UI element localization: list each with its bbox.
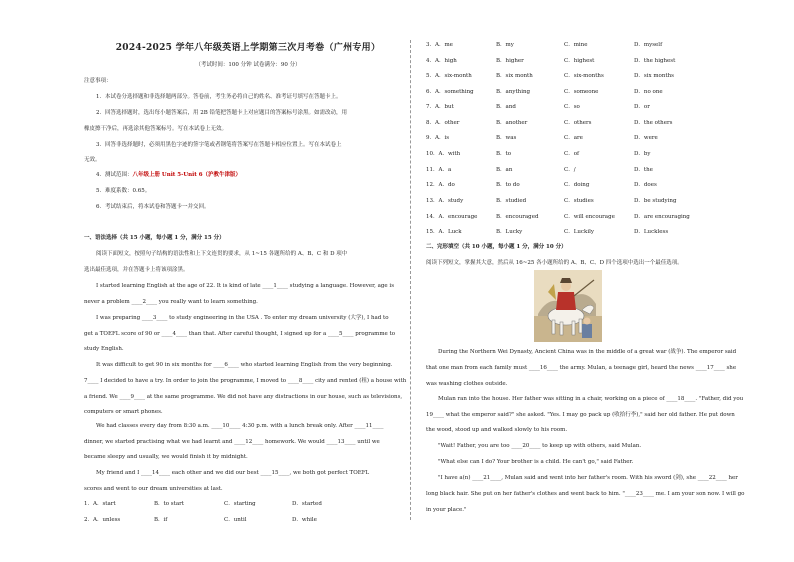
option-d: D．or <box>634 104 650 110</box>
option-c: C．starting <box>224 501 256 507</box>
option-d: D．Luckless <box>634 229 669 235</box>
option-b: B．studied <box>496 198 527 204</box>
option-d: D．are encouraging <box>634 214 690 220</box>
passage1-line: dinner, we started practising what we had learnt and ____12____ homework. We would ____13____ until we <box>84 439 380 445</box>
option-c: C．others <box>564 120 592 126</box>
option-c: C．six-months <box>564 73 604 79</box>
option-c: C．someone <box>564 89 599 95</box>
option-a: 10．A．with <box>426 151 461 157</box>
option-c: C．doing <box>564 182 590 188</box>
option-d: D．the <box>634 167 653 173</box>
option-a: 9．A．is <box>426 135 450 141</box>
passage2-line: During the Northern Wei Dynasty, Ancient China was in the middle of a great war (战争). The emperor said <box>438 349 737 355</box>
option-b: B．to start <box>154 501 184 507</box>
option-c: C．will encourage <box>564 214 615 220</box>
option-b: B．my <box>496 42 514 48</box>
note-6: 6．考试结束后，将本试卷和答题卡一并交回。 <box>96 204 210 210</box>
note-3-cont: 无效。 <box>84 157 101 163</box>
option-b: B．anything <box>496 89 531 95</box>
option-b: B．was <box>496 135 517 141</box>
option-a: 12．A．do <box>426 182 455 188</box>
passage2-line: in your place." <box>426 507 467 513</box>
option-d: D．while <box>292 517 317 523</box>
option-b: B．six month <box>496 73 533 79</box>
option-c: C．highest <box>564 58 595 64</box>
note-4-label: 4．测试范围： <box>96 172 133 178</box>
option-a: 15．A．Luck <box>426 229 462 235</box>
option-a: 14．A．encourage <box>426 214 478 220</box>
section1-instructions-2: 选出最佳选项，并在答题卡上将该项涂黑。 <box>84 267 189 273</box>
passage2-line: "Wait! Father, you are too ____20____ to keep up with others, said Mulan. <box>438 443 642 449</box>
note-4 <box>96 173 424 179</box>
passage1-line: study English. <box>84 346 124 352</box>
option-a: 1．A．start <box>84 501 116 507</box>
option-c: C．mine <box>564 42 588 48</box>
option-d: D．the highest <box>634 58 676 64</box>
option-d: D．were <box>634 135 658 141</box>
exam-title: 2024-2025 学年八年级英语上学期第三次月考卷（广州专用） <box>115 43 381 53</box>
option-c: C．are <box>564 135 583 141</box>
option-d: D．by <box>634 151 651 157</box>
passage2-line: was washing clothes outside. <box>426 381 508 387</box>
passage1-line: computers or smart phones. <box>84 409 163 415</box>
option-a: 13．A．study <box>426 198 464 204</box>
note-3: 3．回答非选择题时，必须用黑色字迹的签字笔或者钢笔将答案写在答题卡相应位置上。写在本试卷上 <box>96 142 342 148</box>
option-d: D．started <box>292 501 322 507</box>
option-d: D．myself <box>634 42 663 48</box>
passage2-line: the wood, stood up and walked slowly to his room. <box>426 427 568 433</box>
passage1-line: 7____ I decided to have a try. In order to join the programme, I moved to ____8____ city and rented (租) a house with <box>84 378 407 384</box>
option-c: C．until <box>224 517 247 523</box>
passage1-line: I was preparing ____3____ to study engineering in the USA . To enter my dream university (大学), I had to <box>96 315 389 321</box>
note-1: 1．本试卷分选择题和非选择题两部分。答卷前，考生务必将自己的姓名、准考证号填写在答题卡上。 <box>96 94 342 100</box>
passage2-line: Mulan ran into the house. Her father was sitting in a chair, working on a piece of ____18____. "Father, did you <box>438 396 744 402</box>
option-c: C．/ <box>564 167 576 173</box>
option-d: D．be studying <box>634 198 677 204</box>
option-c: C．studies <box>564 198 594 204</box>
section1-heading: 一、语法选择（共 15 小题，每小题 1 分，满分 15 分） <box>84 235 225 241</box>
passage1-line: became sleepy and usually, we would finish it by midnight. <box>84 454 248 460</box>
passage1-line: I started learning English at the age of 22. It is kind of late ____1____ studying a language. However, age is <box>96 283 395 289</box>
passage2-line: that one man from each family must ____16____ the army. Mulan, a teenage girl, heard the news ____17____ she <box>426 365 737 371</box>
test-scope: 八年级上册 Unit 5-Unit 6（沪教牛津版） <box>132 172 242 178</box>
option-a: 4．A．high <box>426 58 457 64</box>
section1-instructions-1: 阅读下面短文，按照句子结构的语法性和上下文连贯的要求，从 1~15 各题所给的 A、B、C 和 D 项中 <box>96 251 348 257</box>
section2-heading: 二、完形填空（共 10 小题，每小题 1 分，满分 10 分） <box>426 244 567 250</box>
passage1-line: It was difficult to get 90 in six months for ____6____ who started learning English from the very beginning. <box>96 362 393 368</box>
notes-header: 注意事项： <box>84 78 112 84</box>
option-a: 3．A．me <box>426 42 453 48</box>
option-b: B．Lucky <box>496 229 523 235</box>
passage1-line: scores and went to our dream universities at last. <box>84 486 223 492</box>
passage2-line: "I have a(n) ____21____, Mulan said and went into her father's room. With his sword (剑), she ____22____ her <box>438 475 738 481</box>
mulan-illustration <box>534 270 602 342</box>
option-a: 7．A．but <box>426 104 454 110</box>
option-b: B．to do <box>496 182 520 188</box>
passage1-line: get a TOEFL score of 90 or ____4____ than that. After careful thought, I signed up for a ____5____ programme to <box>84 331 396 337</box>
option-c: C．of <box>564 151 580 157</box>
option-a: 5．A．six-month <box>426 73 472 79</box>
option-d: D．the others <box>634 120 673 126</box>
option-d: D．six months <box>634 73 674 79</box>
section2-instructions: 阅读下列短文，掌握其大意，然后从 16~25 各小题所给的 A、B、C、D 四个选项中选出一个最佳选项。 <box>426 260 683 266</box>
passage2-line: long black hair. She put on her father's clothes and went back to him. "____23____ me. I am your son now. I will go <box>426 491 745 497</box>
option-b: B．higher <box>496 58 524 64</box>
option-a: 8．A．other <box>426 120 460 126</box>
option-c: C．Luckily <box>564 229 594 235</box>
option-c: C．so <box>564 104 580 110</box>
option-d: D．no one <box>634 89 663 95</box>
note-2: 2．回答选择题时，选出每小题答案后，用 2B 铅笔把答题卡上对应题目的答案标号涂黑。如需改动，用 <box>96 110 348 116</box>
option-b: B．and <box>496 104 516 110</box>
passage2-line: "What else can I do? Your brother is a child. He can't go," said Father. <box>438 459 634 465</box>
passage1-line: We had classes every day from 8:30 a.m. ____10____ 4:30 p.m. with a lunch break only. After ____11____ <box>96 423 384 429</box>
passage1-line: a friend. We ____9____ at the same programme. We did not have any distractions in our house, such as televisions, <box>84 394 403 400</box>
exam-subtitle: （考试时间：100 分钟 试卷满分：90 分） <box>195 62 301 68</box>
passage2-line: 19____ what the emperor said?" she asked. "Yes. I may go pack up (收拾行李)," said her old father. He put down <box>426 412 735 418</box>
option-a: 6．A．something <box>426 89 474 95</box>
option-a: 2．A．unless <box>84 517 121 523</box>
option-b: B．an <box>496 167 513 173</box>
note-2-cont: 橡皮擦干净后，再选涂其他答案标号。写在本试卷上无效。 <box>84 126 228 132</box>
option-d: D．does <box>634 182 657 188</box>
option-b: B．to <box>496 151 512 157</box>
passage1-line: My friend and I ____14____ each other and we did our best ____15____, we both got perfect TOEFL <box>96 470 370 476</box>
option-b: B．another <box>496 120 528 126</box>
option-b: B．if <box>154 517 168 523</box>
option-b: B．encouraged <box>496 214 539 220</box>
passage1-line: never a problem ____2____ you really want to learn something. <box>84 299 258 305</box>
option-a: 11．A．a <box>426 167 452 173</box>
note-5: 5．难度系数：0.65。 <box>96 188 151 194</box>
